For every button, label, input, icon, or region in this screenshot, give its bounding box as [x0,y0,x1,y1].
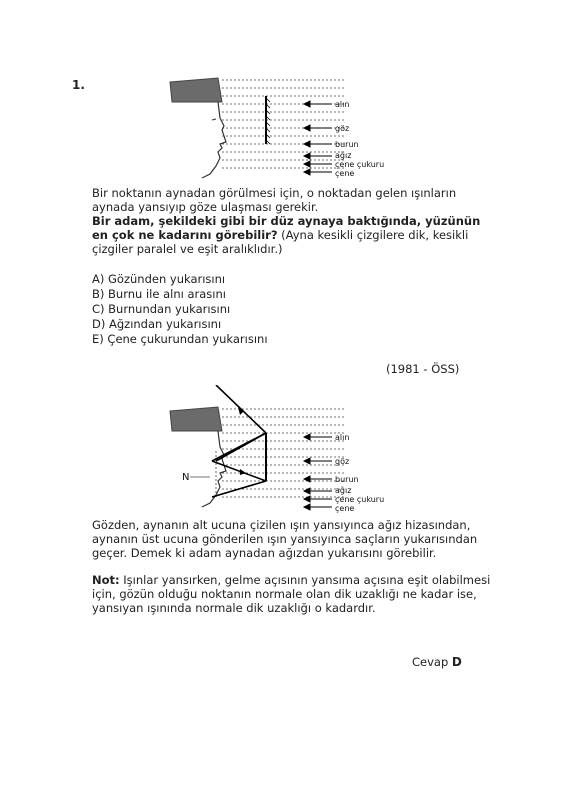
answer-label: Cevap [412,655,452,669]
parallel-dashed-lines [222,409,345,497]
option-c[interactable]: C) Burnundan yukarısını [92,302,231,316]
label-burun: burun [335,475,359,484]
answer-value: D [451,655,462,669]
mirror-figure-question [160,70,420,185]
label-goz: göz [335,457,350,466]
label-goz: göz [335,124,350,133]
parallel-dashed-lines [222,80,345,168]
label-alin: alın [335,100,350,109]
question-prompt [92,214,492,256]
note-text: Işınlar yansırken, gelme açısının yansıma açısına eşit olabilmesi için, gözün olduğu noktanın normale olan dik uzaklığı ne kadar ise, yansıyan ışınında normale dik uzaklığı o kadardır. [92,573,491,615]
label-agiz: ağız [335,151,352,160]
solution-note [92,573,492,615]
label-arrows [304,434,332,510]
label-cene-cukuru: çene çukuru [335,495,385,504]
solution-paragraph: Gözden, aynanın alt ucuna çizilen ışın yansıyınca ağız hizasından, aynanın üst ucuna gönderilen ışın yansıyınca saçların yukarısından geçer. Demek ki adam aynadan ağızdan yukarısını görebilir. [92,518,478,560]
hair-shape [170,78,222,102]
intro-paragraph: Bir noktanın aynadan görülmesi için, o noktadan gelen ışınların aynada yansıyıp göze ulaşması gerekir. [92,186,457,214]
label-normal: N [182,472,190,483]
label-cene-cukuru: çene çukuru [335,160,385,169]
option-b[interactable]: B) Burnu ile alnı arasını [92,287,226,301]
note-label: Not: [92,573,120,587]
question-source: (1981 - ÖSS) [386,362,460,376]
label-cene: çene [335,504,355,513]
option-a[interactable]: A) Gözünden yukarısını [92,272,226,286]
label-agiz: ağız [335,486,352,495]
option-e[interactable]: E) Çene çukurundan yukarısını [92,332,268,346]
answer-line [412,655,462,669]
face-profile [202,102,226,178]
label-burun: burun [335,140,359,149]
prompt-bold: Bir adam, şekildeki gibi bir düz aynaya baktığında, yüzünün en çok ne kadarını görebilir? [92,214,481,242]
label-alin: alın [335,433,350,442]
option-d[interactable]: D) Ağzından yukarısını [92,317,222,331]
mirror-figure-solution [160,385,420,515]
eye-mark [212,119,216,120]
hair-shape [170,407,222,431]
label-cene: çene [335,169,355,178]
question-number: 1. [72,78,85,92]
prompt-note: (Ayna kesikli çizgilere dik, kesikli çizgiler paralel ve eşit aralıklıdır.) [92,228,469,256]
